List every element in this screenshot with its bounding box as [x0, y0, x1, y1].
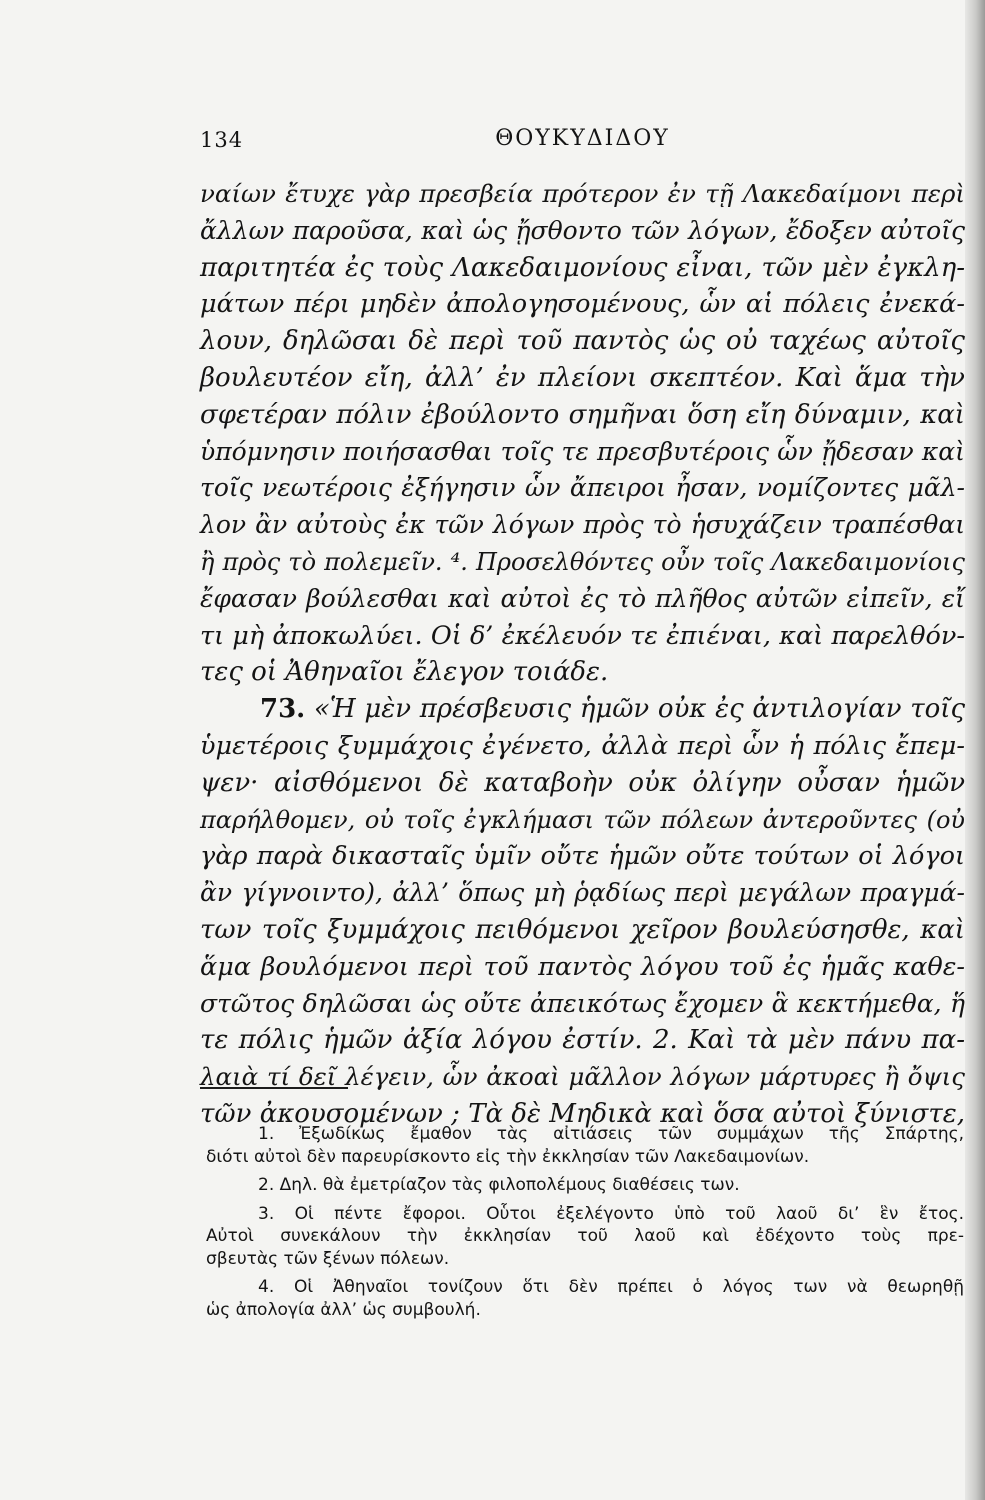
text-line: τῶν ἀκουσομένων ; Τὰ δὲ Μηδικὰ καὶ ὅσα αὐτοὶ ξύνιστε,	[200, 1098, 965, 1129]
main-text	[200, 176, 965, 1133]
text-line: ἔφασαν βούλεσθαι καὶ αὐτοὶ ἐς τὸ πλῆθος αὐτῶν εἰπεῖν, εἴ	[200, 583, 965, 613]
text-line: στῶτος δηλῶσαι ὡς οὔτε ἀπεικότως ἔχομεν ἃ κεκτήμεθα, ἥ	[200, 988, 965, 1018]
page-number: 134	[200, 128, 244, 152]
text-line: λαιὰ τί δεῖ λέγειν, ὧν ἀκοαὶ μᾶλλον λόγων μάρτυρες ἢ ὄψις	[200, 1062, 965, 1092]
page-header	[200, 122, 965, 162]
text-line: «Ἡ μὲν πρέσβευσις ἡμῶν οὐκ ἐς ἀντιλογίαν τοῖς	[313, 694, 966, 725]
text-line: ὑμετέροις ξυμμάχοις ἐγένετο, ἀλλὰ περὶ ὧν ἡ πόλις ἔπεμ-	[200, 730, 965, 761]
text-line: τες οἱ Ἀθηναῖοι ἔλεγον τοιάδε.	[200, 657, 609, 688]
text-line: ἂν γίγνοιντο), ἀλλ’ ὅπως μὴ ῥᾳδίως περὶ μεγάλων πραγμά-	[200, 878, 965, 908]
text-line: παρήλθομεν, οὐ τοῖς ἐγκλήμασι τῶν πόλεων ἀντεροῦντες (οὐ	[200, 805, 965, 834]
footnote-divider	[200, 1087, 348, 1089]
text-line: ἅμα βουλόμενοι περὶ τοῦ παντὸς λόγου τοῦ ἐς ἡμᾶς καθε-	[200, 951, 965, 982]
text-line: ἄλλων παροῦσα, καὶ ὡς ᾔσθοντο τῶν λόγων, ἔδοξεν αὐτοῖς	[200, 215, 965, 245]
text-line: τοῖς νεωτέροις ἐξήγησιν ὧν ἄπειροι ἦσαν, νομίζοντες μᾶλ-	[200, 473, 965, 503]
text-line: παριτητέα ἐς τοὺς Λακεδαιμονίους εἶναι, τῶν μὲν ἐγκλη-	[200, 252, 965, 283]
text-line: σφετέραν πόλιν ἐβούλοντο σημῆναι ὅση εἴη δύναμιν, καὶ	[200, 399, 965, 430]
footnote-line: 3. Οἱ πέντε ἔφοροι. Οὗτοι ἐξελέγοντο ὑπὸ τοῦ λαοῦ δι’ ἓν ἔτος.	[258, 1203, 964, 1224]
text-line: λουν, δηλῶσαι δὲ περὶ τοῦ παντὸς ὡς οὐ ταχέως αὐτοῖς	[200, 326, 965, 357]
text-line: ἢ πρὸς τὸ πολεμεῖν. ⁴. Προσελθόντες οὖν τοῖς Λακεδαιμονίοις	[200, 547, 965, 576]
text-line: ὑπόμνησιν ποιήσασθαι τοῖς τε πρεσβυτέροις ὧν ᾔδεσαν καὶ	[200, 436, 965, 466]
section-73-first-line	[200, 691, 965, 728]
footnote-line: 2. Δηλ. θὰ ἐμετρίαζον τὰς φιλοπολέμους διαθέσεις των.	[258, 1175, 740, 1195]
footnote-line: 1. Ἐξωδίκως ἔμαθον τὰς αἰτιάσεις τῶν συμμάχων τῆς Σπάρτης,	[258, 1124, 964, 1144]
text-line: ναίων ἔτυχε γὰρ πρεσβεία πρότερον ἐν τῇ Λακεδαίμονι περὶ	[200, 179, 965, 208]
running-head: ΘΟΥΚΥΔΙΔΟΥ	[495, 126, 670, 151]
footnote-line: 4. Οἱ Ἀθηναῖοι τονίζουν ὅτι δὲν πρέπει ὁ λόγος των νὰ θεωρηθῇ	[258, 1277, 964, 1297]
text-line: ψεν· αἰσθόμενοι δὲ καταβοὴν οὐκ ὀλίγην οὖσαν ἡμῶν	[200, 767, 965, 798]
text-line: γὰρ παρὰ δικασταῖς ὑμῖν οὔτε ἡμῶν οὔτε τούτων οἱ λόγοι	[200, 841, 965, 872]
text-line: λον ἂν αὐτοὺς ἐκ τῶν λόγων πρὸς τὸ ἡσυχάζειν τραπέσθαι	[200, 510, 965, 540]
footnote-line: διότι αὐτοὶ δὲν παρευρίσκοντο εἰς τὴν ἐκκλησίαν τῶν Λακεδαιμονίων.	[206, 1146, 810, 1167]
text-line: μάτων πέρι μηδὲν ἀπολογησομένους, ὧν αἱ πόλεις ἐνεκά-	[200, 289, 965, 320]
text-line: τε πόλις ἡμῶν ἀξία λόγου ἐστίν. 2. Καὶ τὰ μὲν πάνυ πα-	[200, 1025, 965, 1056]
page-edge-shadow	[965, 0, 985, 1500]
text-line: βουλευτέον εἴη, ἀλλ’ ἐν πλείονι σκεπτέον. Καὶ ἅμα τὴν	[200, 362, 965, 393]
footnote-line: Αὐτοὶ συνεκάλουν τὴν ἐκκλησίαν τοῦ λαοῦ καὶ ἐδέχοντο τοὺς πρε-	[206, 1226, 964, 1246]
text-line: των τοῖς ξυμμάχοις πειθόμενοι χεῖρον βουλεύσησθε, καὶ	[200, 914, 965, 945]
section-number: 73.	[260, 694, 306, 725]
text-line: τι μὴ ἀποκωλύει. Οἱ δ’ ἐκέλευόν τε ἐπιέναι, καὶ παρελθόν-	[200, 620, 965, 651]
footnotes	[206, 1123, 964, 1321]
footnote-line: ὡς ἀπολογία ἀλλ’ ὡς συμβουλή.	[206, 1299, 481, 1320]
footnote-line: σβευτὰς τῶν ξένων πόλεων.	[206, 1248, 450, 1269]
